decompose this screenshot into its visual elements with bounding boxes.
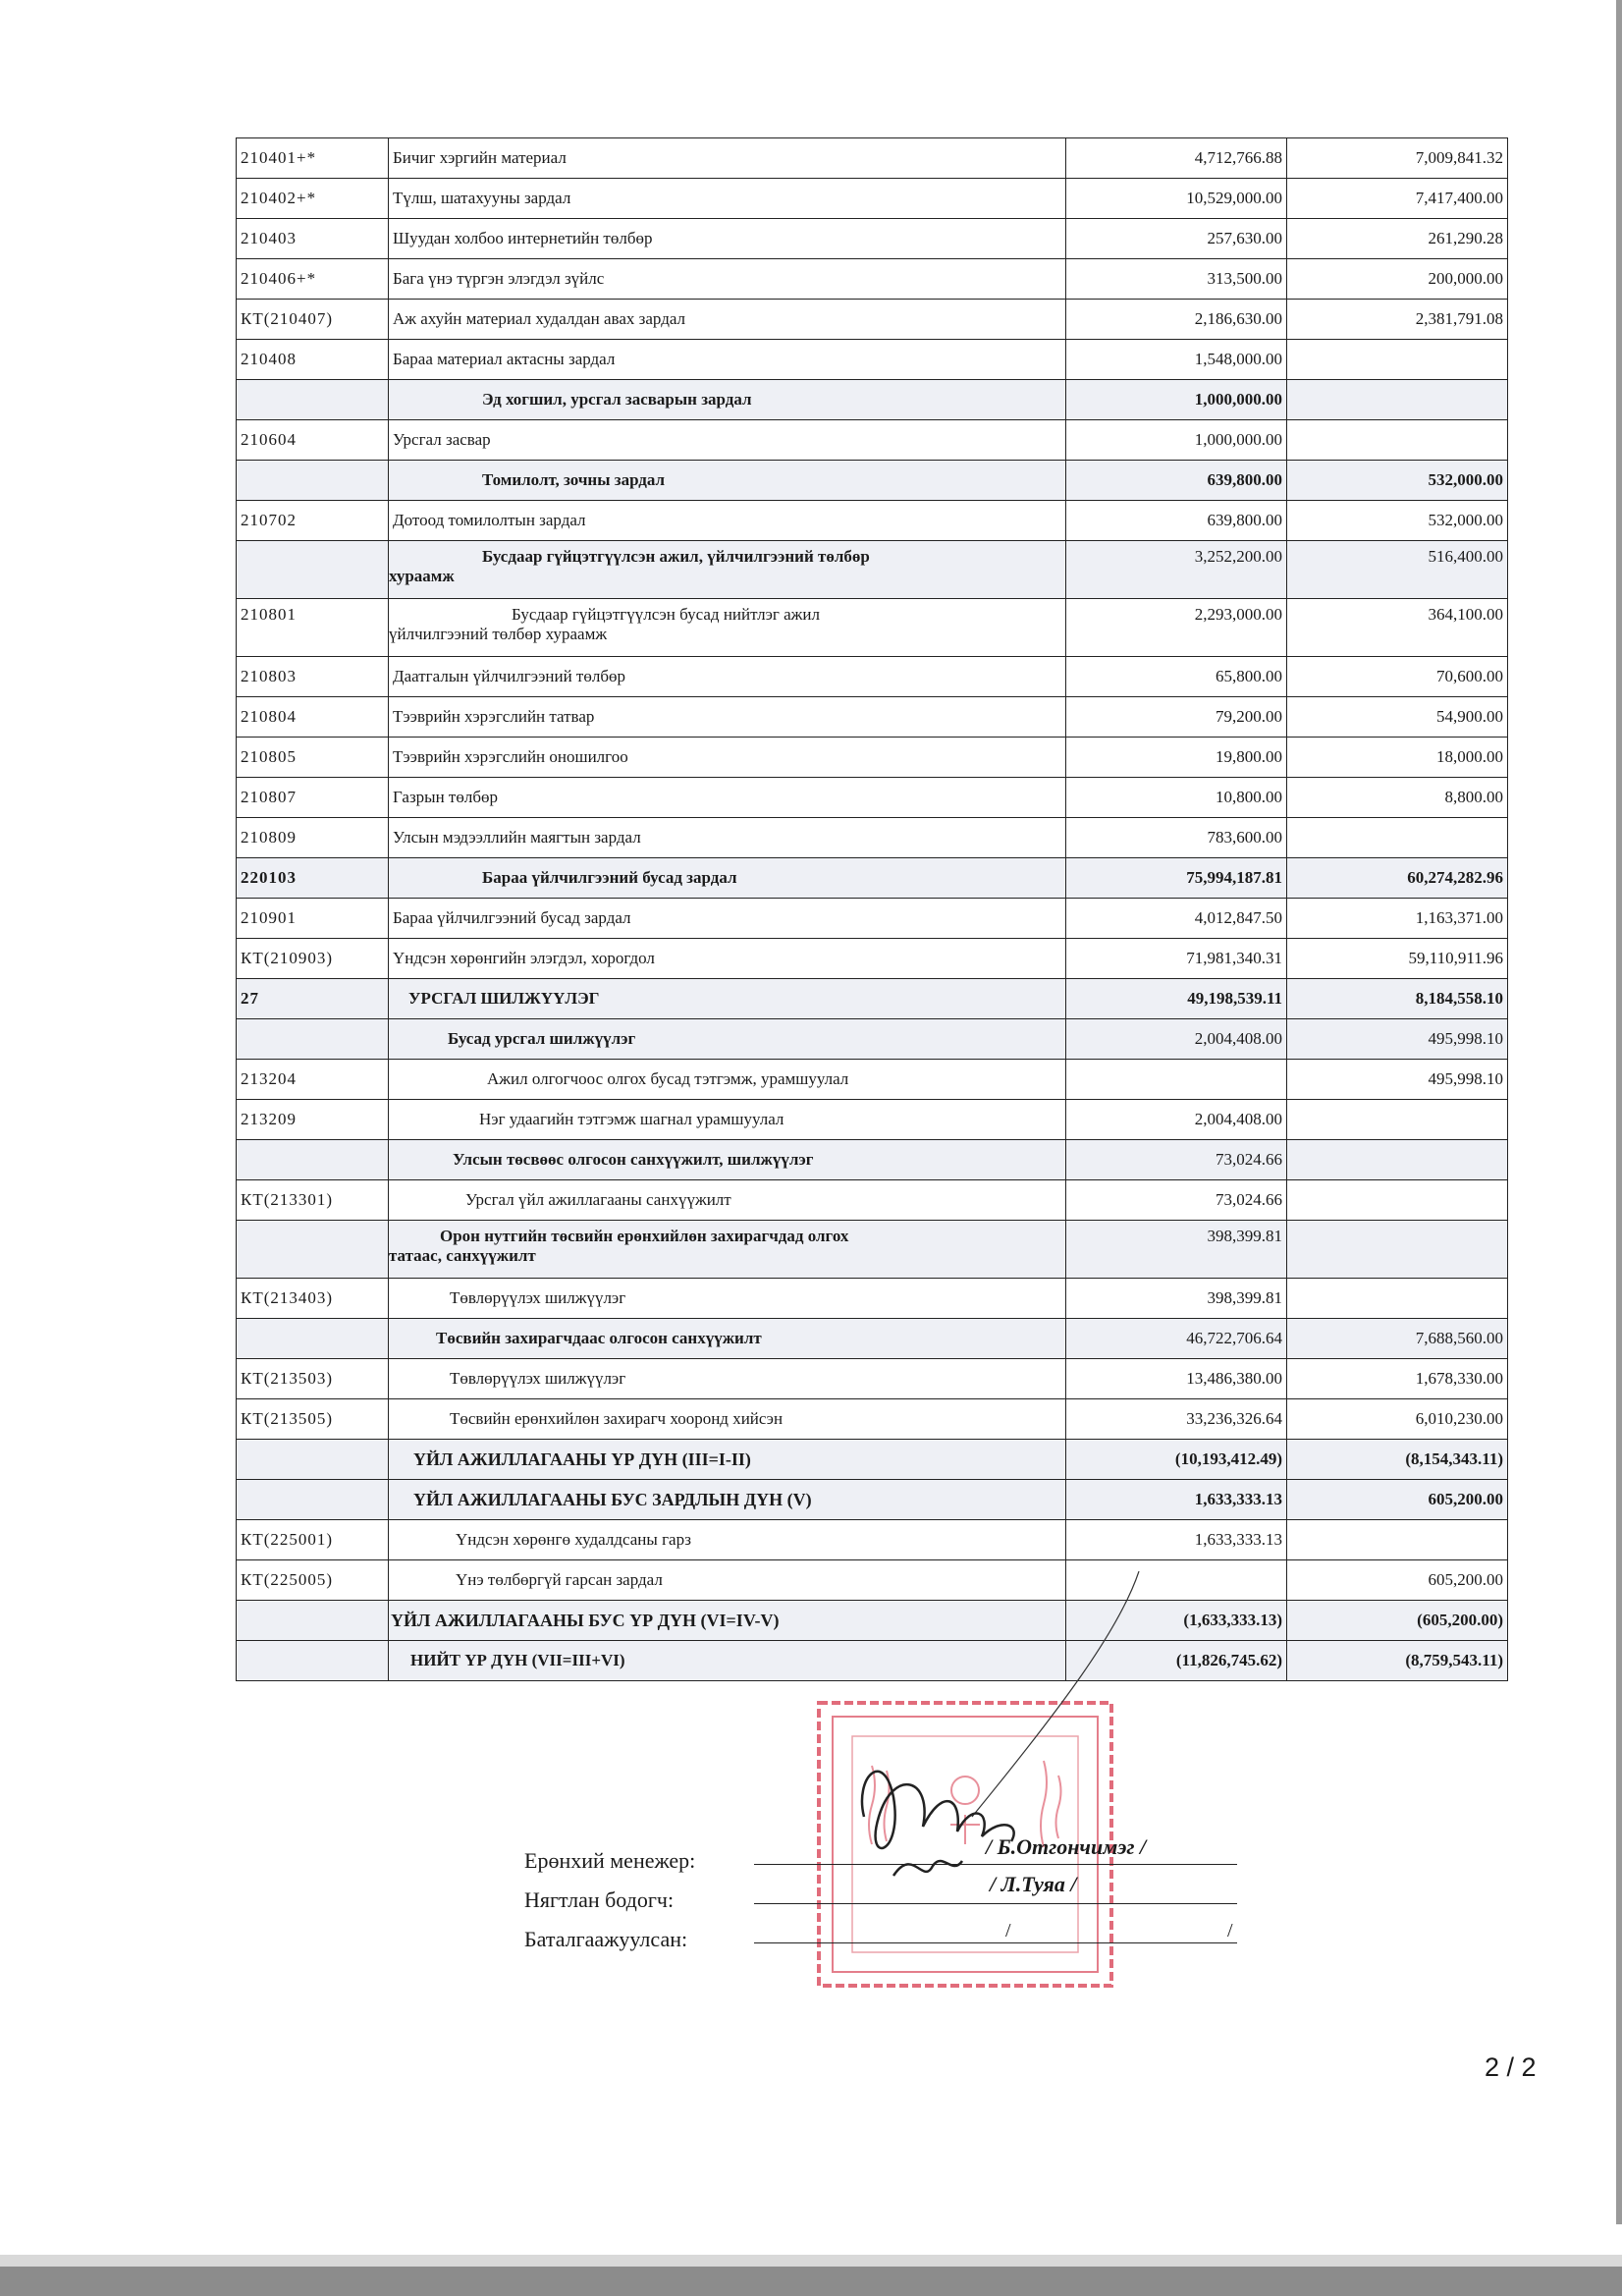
row-value-previous: 532,000.00 — [1287, 461, 1508, 501]
row-value-previous: (8,154,343.11) — [1287, 1440, 1508, 1480]
row-value-current: 639,800.00 — [1066, 501, 1287, 541]
row-name: Бараа үйлчилгээний бусад зардал — [389, 899, 1066, 939]
row-code — [237, 1140, 389, 1180]
row-name-line2: хураамж — [389, 567, 455, 585]
row-value-previous: 495,998.10 — [1287, 1019, 1508, 1060]
row-value-previous: 70,600.00 — [1287, 657, 1508, 697]
table-row — [237, 1060, 1508, 1100]
row-value-previous: 364,100.00 — [1287, 599, 1508, 657]
row-value-current: 65,800.00 — [1066, 657, 1287, 697]
table-row-group — [237, 1019, 1508, 1060]
row-name: Улсын төсвөөс олгосон санхүүжилт, шилжүүлэг — [389, 1140, 1066, 1180]
row-name: ҮЙЛ АЖИЛЛАГААНЫ БУС ҮР ДҮН (VI=IV-V) — [389, 1601, 1066, 1641]
row-name: Аж ахуйн материал худалдан авах зардал — [389, 300, 1066, 340]
row-code: КТ(225005) — [237, 1560, 389, 1601]
row-value-previous — [1287, 1140, 1508, 1180]
row-code: 210401+* — [237, 138, 389, 179]
row-code: КТ(213503) — [237, 1359, 389, 1399]
row-name — [389, 541, 1066, 599]
row-code: 27 — [237, 979, 389, 1019]
row-value-previous — [1287, 420, 1508, 461]
row-code: 210604 — [237, 420, 389, 461]
row-value-previous — [1287, 818, 1508, 858]
row-value-previous: 261,290.28 — [1287, 219, 1508, 259]
row-value-current: 2,004,408.00 — [1066, 1100, 1287, 1140]
row-value-previous: 1,678,330.00 — [1287, 1359, 1508, 1399]
table-row — [237, 138, 1508, 179]
table-row — [237, 1359, 1508, 1399]
row-name: Үндсэн хөрөнгө худалдсаны гарз — [389, 1520, 1066, 1560]
row-name: Ажил олгогчоос олгох бусад тэтгэмж, урамшуулал — [389, 1060, 1066, 1100]
row-value-previous — [1287, 1279, 1508, 1319]
row-name: ҮЙЛ АЖИЛЛАГААНЫ БУС ЗАРДЛЫН ДҮН (V) — [389, 1480, 1066, 1520]
row-name-line2: үйлчилгээний төлбөр хураамж — [389, 625, 608, 643]
row-value-current: 4,712,766.88 — [1066, 138, 1287, 179]
row-name: Дотоод томилолтын зардал — [389, 501, 1066, 541]
page-number: 2 / 2 — [1485, 2052, 1537, 2082]
row-value-current: 1,633,333.13 — [1066, 1480, 1287, 1520]
manager-signature-line — [754, 1864, 1237, 1865]
table-row — [237, 657, 1508, 697]
row-value-current: 73,024.66 — [1066, 1180, 1287, 1221]
row-code: 210805 — [237, 738, 389, 778]
table-row — [237, 1180, 1508, 1221]
table-row — [237, 179, 1508, 219]
row-value-current: 13,486,380.00 — [1066, 1359, 1287, 1399]
row-name: Бага үнэ түргэн элэгдэл зүйлс — [389, 259, 1066, 300]
row-name: Томилолт, зочны зардал — [389, 461, 1066, 501]
row-value-previous: 2,381,791.08 — [1287, 300, 1508, 340]
row-code: 210402+* — [237, 179, 389, 219]
row-code — [237, 1480, 389, 1520]
row-value-previous: 605,200.00 — [1287, 1560, 1508, 1601]
row-name: Төвлөрүүлэх шилжүүлэг — [389, 1359, 1066, 1399]
row-value-current: 19,800.00 — [1066, 738, 1287, 778]
row-code: 213204 — [237, 1060, 389, 1100]
financial-table — [236, 137, 1508, 1681]
row-code: КТ(213505) — [237, 1399, 389, 1440]
row-value-previous: 7,009,841.32 — [1287, 138, 1508, 179]
row-name: Урсгал засвар — [389, 420, 1066, 461]
table-row-group — [237, 858, 1508, 899]
table-row — [237, 1100, 1508, 1140]
row-name: Үндсэн хөрөнгийн элэгдэл, хорогдол — [389, 939, 1066, 979]
table-row — [237, 1399, 1508, 1440]
accountant-label: Нягтлан бодогч: — [524, 1887, 675, 1912]
row-value-previous: (8,759,543.11) — [1287, 1641, 1508, 1681]
row-value-previous: 7,417,400.00 — [1287, 179, 1508, 219]
table-row — [237, 599, 1508, 657]
row-code: КТ(225001) — [237, 1520, 389, 1560]
table-row-section — [237, 979, 1508, 1019]
row-value-current: (1,633,333.13) — [1066, 1601, 1287, 1641]
row-value-current — [1066, 1060, 1287, 1100]
row-code: КТ(213403) — [237, 1279, 389, 1319]
table-row-group — [237, 541, 1508, 599]
row-value-current: 1,000,000.00 — [1066, 380, 1287, 420]
table-row — [237, 501, 1508, 541]
table-row — [237, 420, 1508, 461]
row-name: Тээврийн хэрэгслийн татвар — [389, 697, 1066, 738]
row-code — [237, 541, 389, 599]
row-value-previous — [1287, 1221, 1508, 1279]
row-code — [237, 1221, 389, 1279]
row-code — [237, 1440, 389, 1480]
row-value-previous: (605,200.00) — [1287, 1601, 1508, 1641]
row-code: 210801 — [237, 599, 389, 657]
row-value-current: 783,600.00 — [1066, 818, 1287, 858]
row-value-current: 33,236,326.64 — [1066, 1399, 1287, 1440]
row-value-previous: 516,400.00 — [1287, 541, 1508, 599]
table-row — [237, 300, 1508, 340]
verified-signature-line — [754, 1942, 1237, 1943]
row-name: ҮЙЛ АЖИЛЛАГААНЫ ҮР ДҮН (III=I-II) — [389, 1440, 1066, 1480]
table-row — [237, 697, 1508, 738]
accountant-name: / Л.Туяа / — [990, 1872, 1077, 1896]
table-row — [237, 738, 1508, 778]
row-value-current: 1,548,000.00 — [1066, 340, 1287, 380]
row-value-current: 398,399.81 — [1066, 1279, 1287, 1319]
table-row-group — [237, 1221, 1508, 1279]
row-code — [237, 380, 389, 420]
row-name: Бусад урсгал шилжүүлэг — [389, 1019, 1066, 1060]
row-name-line1: Бусдаар гүйцэтгүүлсэн ажил, үйлчилгээний төлбөр — [482, 547, 870, 566]
row-name: УРСГАЛ ШИЛЖҮҮЛЭГ — [389, 979, 1066, 1019]
row-name-line1: Орон нутгийн төсвийн ерөнхийлөн захирагчдад олгох — [440, 1227, 849, 1245]
table-row — [237, 1279, 1508, 1319]
row-name: Үнэ төлбөргүй гарсан зардал — [389, 1560, 1066, 1601]
row-value-current: 398,399.81 — [1066, 1221, 1287, 1279]
row-code: 210803 — [237, 657, 389, 697]
row-name: Төсвийн ерөнхийлөн захирагч хооронд хийсэн — [389, 1399, 1066, 1440]
row-name-line1: Бусдаар гүйцэтгүүлсэн бусад нийтлэг ажил — [512, 605, 820, 624]
row-value-previous: 7,688,560.00 — [1287, 1319, 1508, 1359]
row-value-previous: 54,900.00 — [1287, 697, 1508, 738]
table-row-total — [237, 1480, 1508, 1520]
row-code — [237, 1601, 389, 1641]
row-value-current: 4,012,847.50 — [1066, 899, 1287, 939]
row-code: 210403 — [237, 219, 389, 259]
row-code — [237, 1319, 389, 1359]
row-value-current: 71,981,340.31 — [1066, 939, 1287, 979]
row-value-current: 49,198,539.11 — [1066, 979, 1287, 1019]
row-value-previous — [1287, 1520, 1508, 1560]
row-code: 210408 — [237, 340, 389, 380]
row-code: 210702 — [237, 501, 389, 541]
row-name: Газрын төлбөр — [389, 778, 1066, 818]
row-name: Даатгалын үйлчилгээний төлбөр — [389, 657, 1066, 697]
row-name — [389, 1221, 1066, 1279]
row-code: КТ(213301) — [237, 1180, 389, 1221]
row-code — [237, 461, 389, 501]
row-value-current: 73,024.66 — [1066, 1140, 1287, 1180]
row-value-previous — [1287, 1100, 1508, 1140]
row-value-current: 2,186,630.00 — [1066, 300, 1287, 340]
row-value-current: 257,630.00 — [1066, 219, 1287, 259]
table-row-group — [237, 380, 1508, 420]
row-value-current: 2,004,408.00 — [1066, 1019, 1287, 1060]
table-row — [237, 340, 1508, 380]
row-value-previous: 200,000.00 — [1287, 259, 1508, 300]
row-value-current: 79,200.00 — [1066, 697, 1287, 738]
row-name: Урсгал үйл ажиллагааны санхүүжилт — [389, 1180, 1066, 1221]
scan-border-light — [0, 2255, 1622, 2267]
row-code: 210809 — [237, 818, 389, 858]
page-edge — [1616, 0, 1622, 2224]
row-value-previous: 8,184,558.10 — [1287, 979, 1508, 1019]
row-code: КТ(210407) — [237, 300, 389, 340]
row-value-current: 75,994,187.81 — [1066, 858, 1287, 899]
row-value-previous — [1287, 340, 1508, 380]
verified-slash-open: / — [1005, 1920, 1011, 1941]
row-name: Эд хогшил, урсгал засварын зардал — [389, 380, 1066, 420]
row-name: Төсвийн захирагчдаас олгосон санхүүжилт — [389, 1319, 1066, 1359]
verified-label: Баталгаажуулсан: — [524, 1927, 688, 1951]
row-code: 210406+* — [237, 259, 389, 300]
row-code: 213209 — [237, 1100, 389, 1140]
row-value-current: 10,529,000.00 — [1066, 179, 1287, 219]
row-code: КТ(210903) — [237, 939, 389, 979]
row-value-current: 46,722,706.64 — [1066, 1319, 1287, 1359]
row-value-previous: 60,274,282.96 — [1287, 858, 1508, 899]
table-row — [237, 219, 1508, 259]
row-value-previous — [1287, 1180, 1508, 1221]
row-value-previous: 6,010,230.00 — [1287, 1399, 1508, 1440]
table-row — [237, 259, 1508, 300]
table-row-total — [237, 1440, 1508, 1480]
row-value-current: 1,000,000.00 — [1066, 420, 1287, 461]
row-name-line2: татаас, санхүүжилт — [389, 1246, 536, 1265]
row-value-previous — [1287, 380, 1508, 420]
row-value-current: (11,826,745.62) — [1066, 1641, 1287, 1681]
row-name: НИЙТ ҮР ДҮН (VII=III+VI) — [389, 1641, 1066, 1681]
row-name: Бараа үйлчилгээний бусад зардал — [389, 858, 1066, 899]
row-value-current: 313,500.00 — [1066, 259, 1287, 300]
row-code: 210807 — [237, 778, 389, 818]
table-row — [237, 818, 1508, 858]
row-name: Бараа материал актасны зардал — [389, 340, 1066, 380]
row-value-previous: 59,110,911.96 — [1287, 939, 1508, 979]
row-name — [389, 599, 1066, 657]
row-code — [237, 1641, 389, 1681]
row-name: Тээврийн хэрэгслийн оношилгоо — [389, 738, 1066, 778]
row-value-current: 2,293,000.00 — [1066, 599, 1287, 657]
row-code: 210804 — [237, 697, 389, 738]
table-row-group — [237, 1319, 1508, 1359]
row-value-previous: 532,000.00 — [1287, 501, 1508, 541]
row-name: Бичиг хэргийн материал — [389, 138, 1066, 179]
accountant-signature-line — [754, 1903, 1237, 1904]
table-row — [237, 1520, 1508, 1560]
table-row — [237, 899, 1508, 939]
row-name: Төвлөрүүлэх шилжүүлэг — [389, 1279, 1066, 1319]
row-value-previous: 18,000.00 — [1287, 738, 1508, 778]
row-value-previous: 605,200.00 — [1287, 1480, 1508, 1520]
table-row-group — [237, 1140, 1508, 1180]
row-name: Түлш, шатахууны зардал — [389, 179, 1066, 219]
row-name: Шуудан холбоо интернетийн төлбөр — [389, 219, 1066, 259]
row-value-current: 10,800.00 — [1066, 778, 1287, 818]
row-value-current: 3,252,200.00 — [1066, 541, 1287, 599]
table-row — [237, 778, 1508, 818]
verified-slash-close: / — [1227, 1920, 1233, 1941]
row-code: 220103 — [237, 858, 389, 899]
table-row-group — [237, 461, 1508, 501]
row-value-current: 639,800.00 — [1066, 461, 1287, 501]
table-row — [237, 939, 1508, 979]
row-code: 210901 — [237, 899, 389, 939]
row-value-current: (10,193,412.49) — [1066, 1440, 1287, 1480]
row-value-previous: 8,800.00 — [1287, 778, 1508, 818]
row-name: Нэг удаагийн тэтгэмж шагнал урамшуулал — [389, 1100, 1066, 1140]
row-value-previous: 1,163,371.00 — [1287, 899, 1508, 939]
scan-border — [0, 2267, 1622, 2296]
manager-name: / Б.Отгончимэг / — [986, 1834, 1147, 1859]
row-value-previous: 495,998.10 — [1287, 1060, 1508, 1100]
row-name: Улсын мэдээллийн маягтын зардал — [389, 818, 1066, 858]
manager-label: Ерөнхий менежер: — [524, 1848, 696, 1873]
row-code — [237, 1019, 389, 1060]
row-value-current: 1,633,333.13 — [1066, 1520, 1287, 1560]
